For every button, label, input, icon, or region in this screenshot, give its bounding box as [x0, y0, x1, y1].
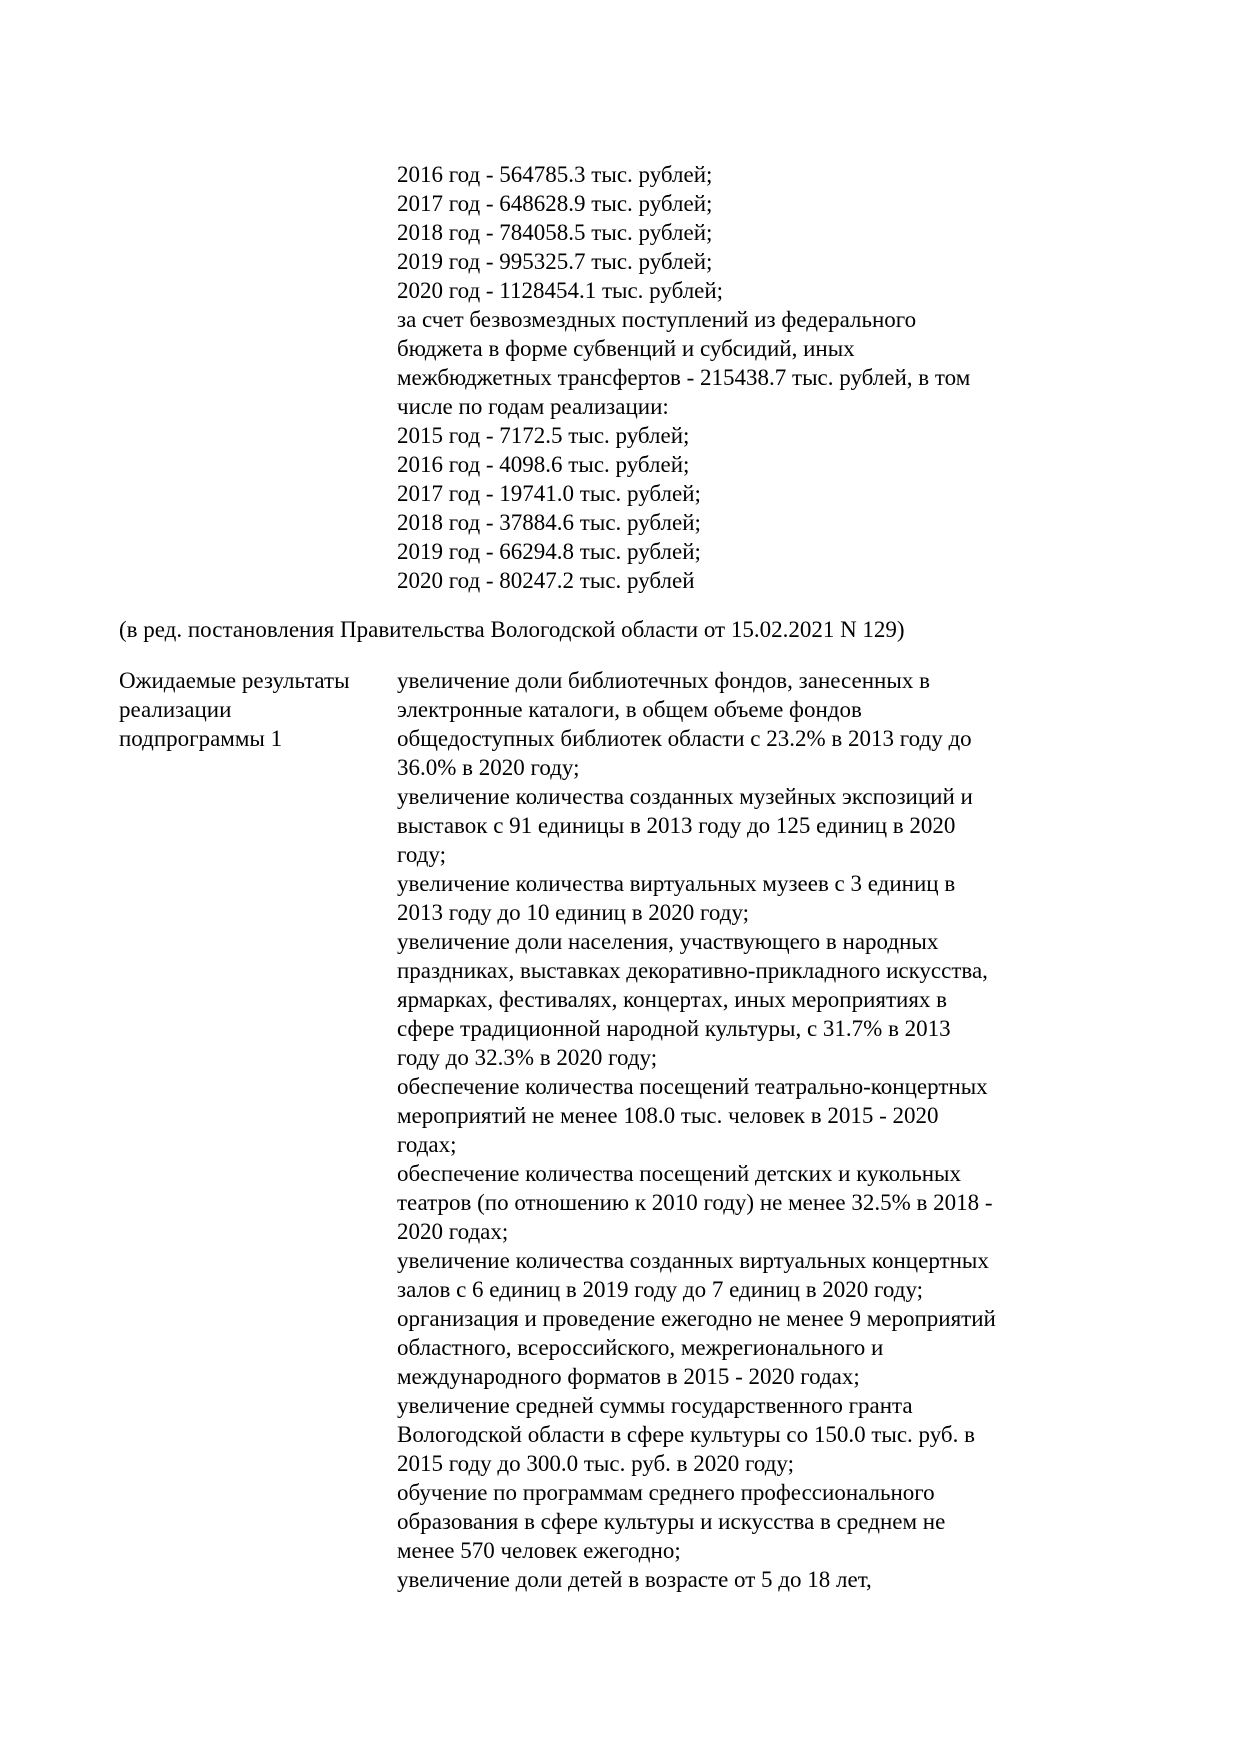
result-line: залов с 6 единиц в 2019 году до 7 единиц в 2020 году;	[397, 1277, 924, 1302]
result-line: 2015 году до 300.0 тыс. руб. в 2020 году;	[397, 1451, 795, 1476]
funding-line: за счет безвозмездных поступлений из федерального	[397, 307, 917, 332]
funding-line: 2020 год - 80247.2 тыс. рублей	[397, 568, 695, 593]
result-line: увеличение доли населения, участвующего в народных	[397, 929, 939, 954]
result-line: театров (по отношению к 2010 году) не менее 32.5% в 2018 -	[397, 1190, 993, 1215]
funding-line: 2018 год - 37884.6 тыс. рублей;	[397, 510, 701, 535]
result-line: международного форматов в 2015 - 2020 годах;	[397, 1364, 860, 1389]
result-line: увеличение количества созданных музейных экспозиций и	[397, 784, 973, 809]
result-line: организация и проведение ежегодно не менее 9 мероприятий	[397, 1306, 996, 1331]
result-line: выставок с 91 единицы в 2013 году до 125 единиц в 2020	[397, 813, 956, 838]
funding-line: бюджета в форме субвенций и субсидий, иных	[397, 336, 855, 361]
label-line: реализации	[119, 697, 232, 722]
result-line: областного, всероссийского, межрегионального и	[397, 1335, 884, 1360]
funding-line: 2019 год - 66294.8 тыс. рублей;	[397, 539, 701, 564]
funding-line: 2017 год - 19741.0 тыс. рублей;	[397, 481, 701, 506]
result-line: увеличение средней суммы государственного гранта	[397, 1393, 913, 1418]
funding-line: числе по годам реализации:	[397, 394, 669, 419]
funding-line: 2018 год - 784058.5 тыс. рублей;	[397, 220, 713, 245]
funding-line: 2020 год - 1128454.1 тыс. рублей;	[397, 278, 724, 303]
label-line: Ожидаемые результаты	[119, 668, 350, 693]
result-line: общедоступных библиотек области с 23.2% в 2013 году до	[397, 726, 972, 751]
expected-results-text	[397, 666, 1119, 1594]
result-line: электронные каталоги, в общем объеме фондов	[397, 697, 862, 722]
result-line: обучение по программам среднего профессионального	[397, 1480, 935, 1505]
result-line: увеличение количества виртуальных музеев с 3 единиц в	[397, 871, 956, 896]
result-line: ярмарках, фестивалях, концертах, иных мероприятиях в	[397, 987, 948, 1012]
result-line: образования в сфере культуры и искусства в среднем не	[397, 1509, 946, 1534]
edit-note: (в ред. постановления Правительства Вологодской области от 15.02.2021 N 129)	[119, 617, 905, 642]
result-line: 2013 году до 10 единиц в 2020 году;	[397, 900, 750, 925]
expected-results-label	[119, 666, 389, 753]
result-line: 36.0% в 2020 году;	[397, 755, 580, 780]
funding-volume-block	[397, 160, 1117, 595]
result-line: году;	[397, 842, 446, 867]
result-line: менее 570 человек ежегодно;	[397, 1538, 681, 1563]
result-line: увеличение количества созданных виртуальных концертных	[397, 1248, 989, 1273]
result-line: 2020 годах;	[397, 1219, 509, 1244]
funding-line: 2017 год - 648628.9 тыс. рублей;	[397, 191, 713, 216]
result-line: увеличение доли детей в возрасте от 5 до 18 лет,	[397, 1567, 872, 1592]
funding-line: 2016 год - 4098.6 тыс. рублей;	[397, 452, 690, 477]
result-line: Вологодской области в сфере культуры со 150.0 тыс. руб. в	[397, 1422, 975, 1447]
result-line: праздниках, выставках декоративно-прикладного искусства,	[397, 958, 988, 983]
result-line: году до 32.3% в 2020 году;	[397, 1045, 658, 1070]
funding-line: межбюджетных трансфертов - 215438.7 тыс. рублей, в том	[397, 365, 971, 390]
result-line: годах;	[397, 1132, 457, 1157]
funding-line: 2016 год - 564785.3 тыс. рублей;	[397, 162, 713, 187]
result-line: увеличение доли библиотечных фондов, занесенных в	[397, 668, 930, 693]
result-line: обеспечение количества посещений детских и кукольных	[397, 1161, 961, 1186]
label-line: подпрограммы 1	[119, 726, 283, 751]
result-line: обеспечение количества посещений театрально-концертных	[397, 1074, 988, 1099]
funding-line: 2015 год - 7172.5 тыс. рублей;	[397, 423, 690, 448]
funding-line: 2019 год - 995325.7 тыс. рублей;	[397, 249, 713, 274]
result-line: сфере традиционной народной культуры, с 31.7% в 2013	[397, 1016, 951, 1041]
result-line: мероприятий не менее 108.0 тыс. человек в 2015 - 2020	[397, 1103, 939, 1128]
